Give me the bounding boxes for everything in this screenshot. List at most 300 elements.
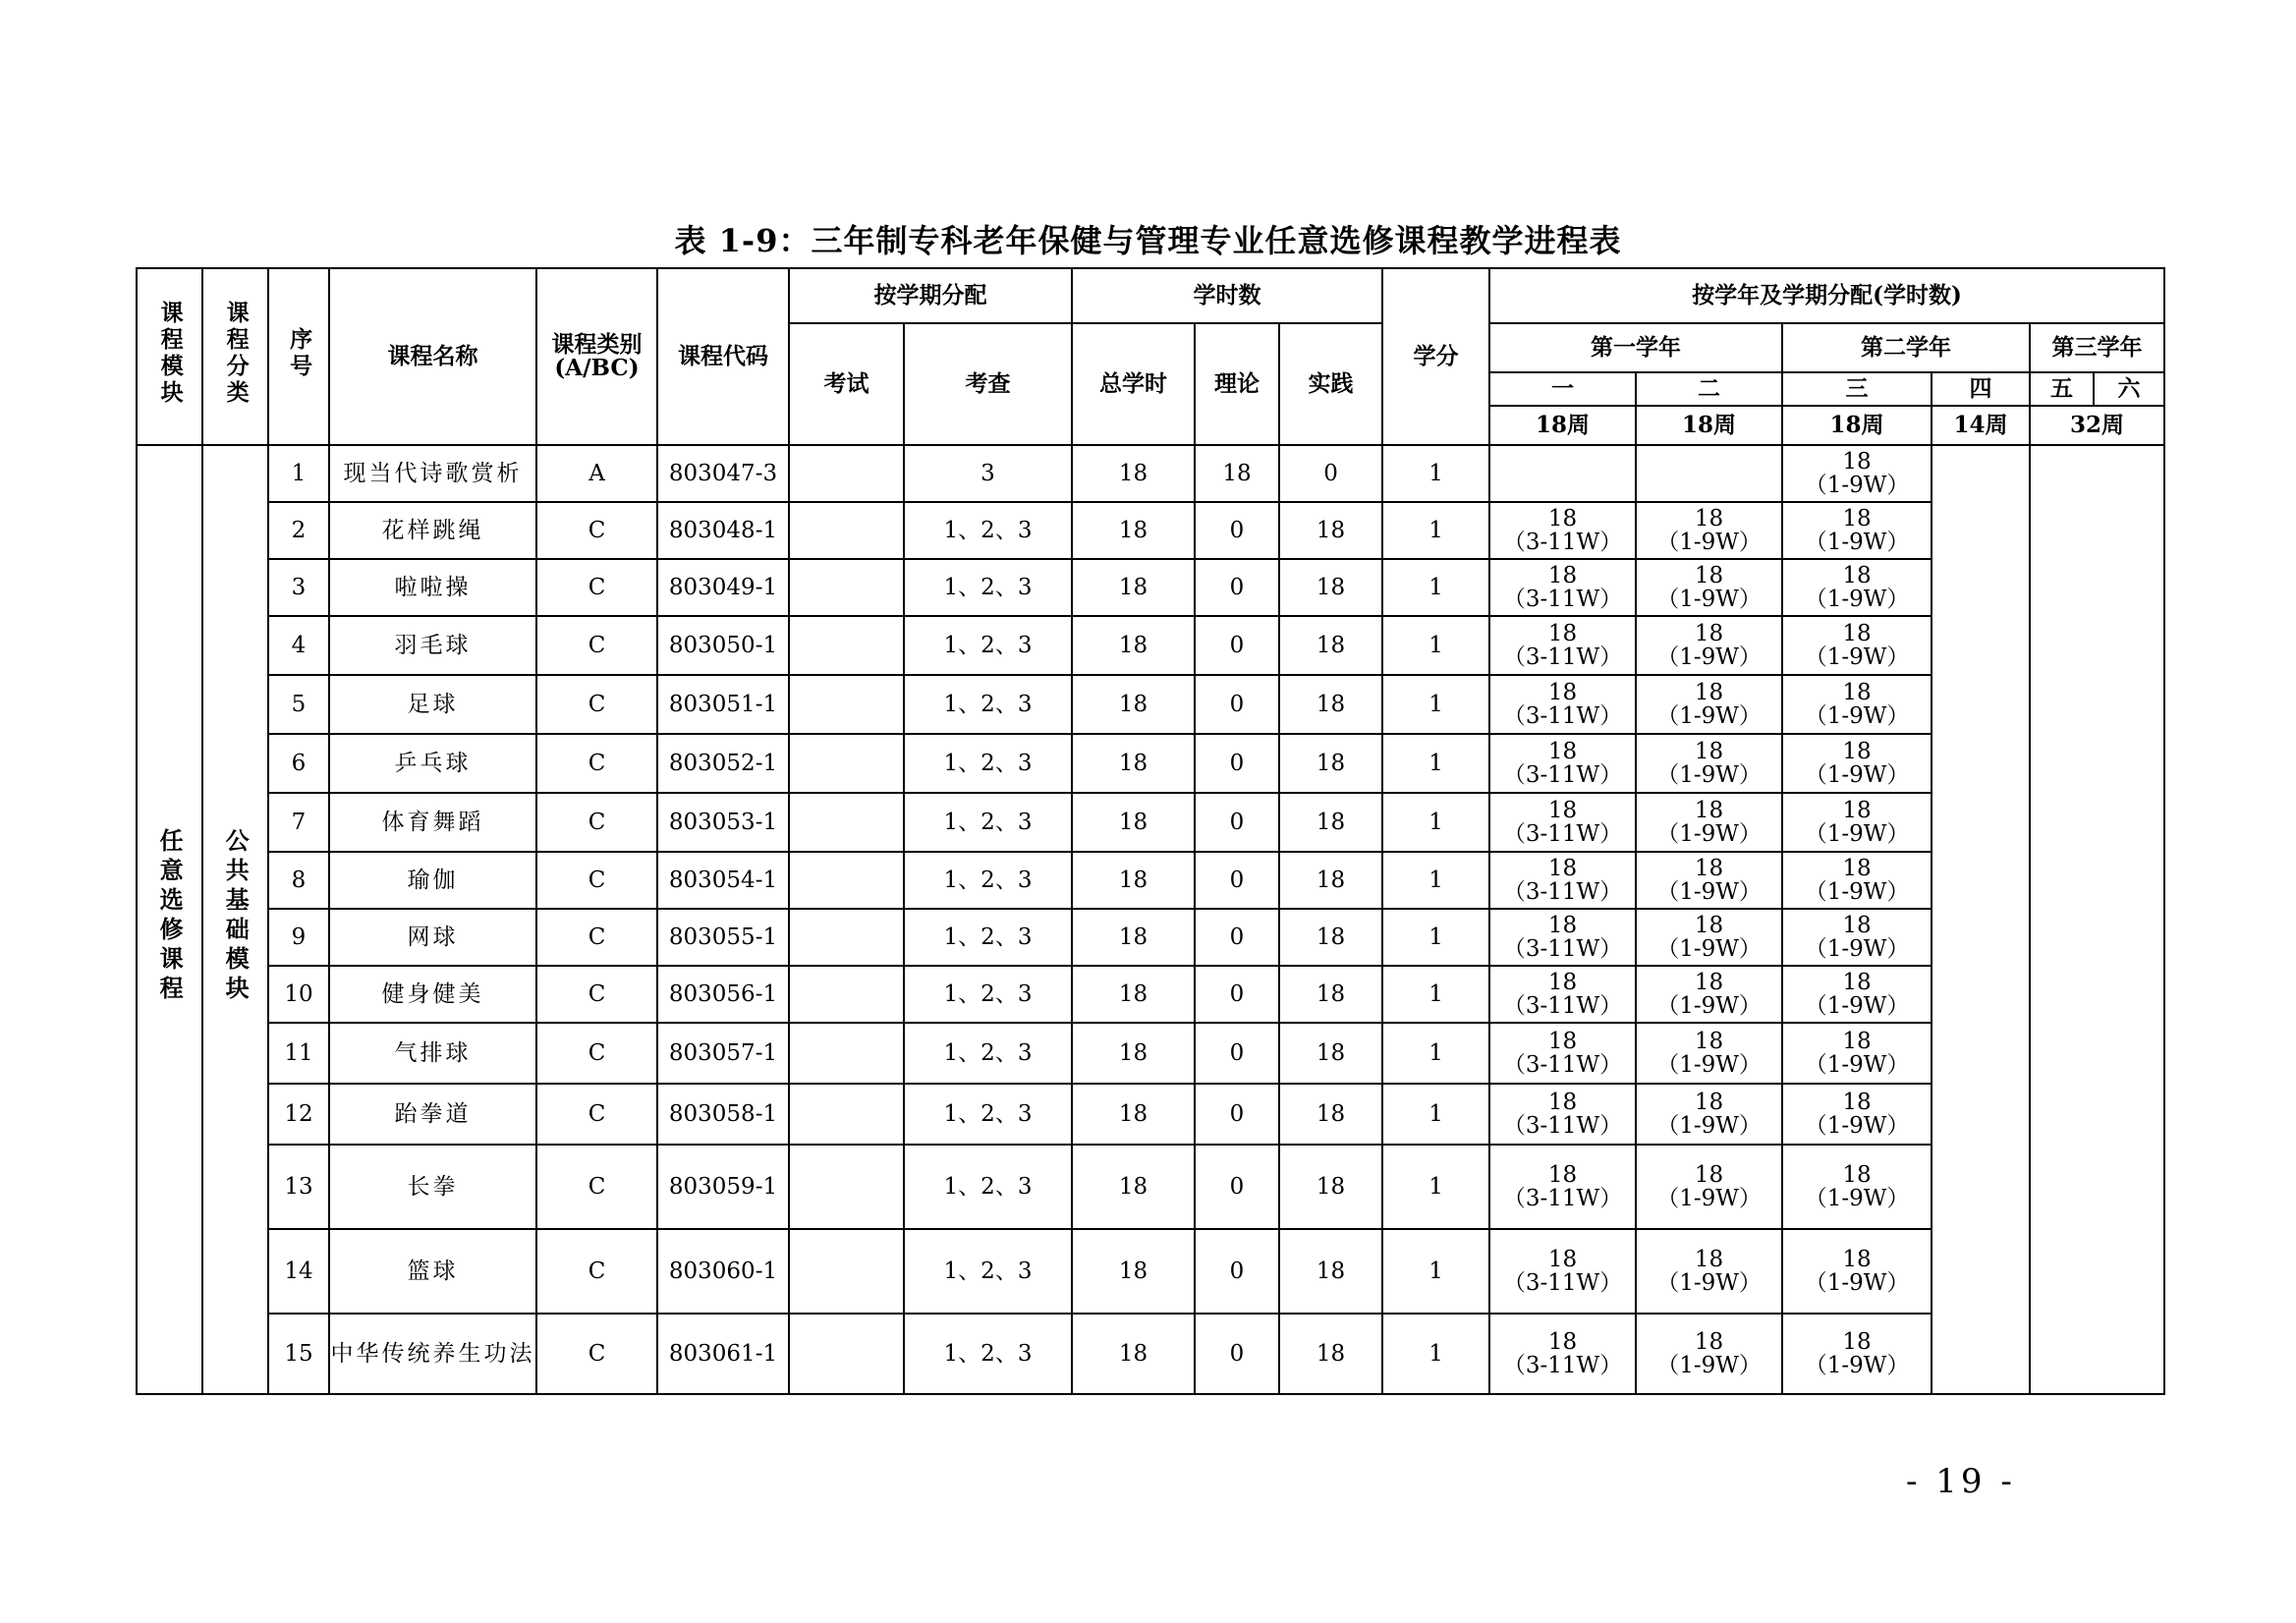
practice-hours-cell: 18	[1279, 909, 1382, 966]
credit-cell: 1	[1382, 793, 1489, 852]
term-1-cell	[1489, 445, 1636, 502]
seq-cell: 10	[268, 966, 329, 1023]
header-module: 课程模块	[137, 268, 202, 445]
credit-cell: 1	[1382, 445, 1489, 502]
course-type-cell: C	[536, 734, 657, 793]
theory-hours-cell: 0	[1195, 1314, 1279, 1394]
course-code-cell: 803051-1	[657, 675, 789, 734]
check-cell: 1、2、3	[904, 793, 1072, 852]
term-2-cell	[1636, 852, 1782, 909]
term-hours: 18	[1842, 1089, 1872, 1115]
term-hours: 18	[1547, 855, 1578, 881]
term-hours: 18	[1694, 1089, 1724, 1115]
check-cell: 1、2、3	[904, 502, 1072, 559]
term-3-cell	[1782, 616, 1932, 675]
practice-hours-cell: 18	[1279, 966, 1382, 1023]
header-hours: 学时数	[1072, 268, 1382, 323]
course-type-cell: C	[536, 1229, 657, 1314]
table-row	[137, 1084, 2164, 1145]
course-type-cell: C	[536, 909, 657, 966]
term-weeks: （1-9W）	[1656, 821, 1762, 847]
course-code-cell: 803050-1	[657, 616, 789, 675]
table-row	[137, 675, 2164, 734]
theory-hours-cell: 0	[1195, 616, 1279, 675]
term-weeks: （1-9W）	[1804, 1052, 1910, 1078]
course-code-cell: 803049-1	[657, 559, 789, 616]
term-weeks: （1-9W）	[1804, 644, 1910, 670]
exam-cell	[789, 445, 904, 502]
check-cell: 1、2、3	[904, 909, 1072, 966]
term-weeks: （1-9W）	[1656, 703, 1762, 729]
seq-cell: 2	[268, 502, 329, 559]
course-code-cell: 803055-1	[657, 909, 789, 966]
term-2-cell	[1636, 966, 1782, 1023]
check-cell: 1、2、3	[904, 1023, 1072, 1084]
term-weeks: （3-11W）	[1502, 644, 1623, 670]
total-hours-cell: 18	[1072, 502, 1195, 559]
credit-cell: 1	[1382, 852, 1489, 909]
term-3-cell	[1782, 1084, 1932, 1145]
term-2-cell	[1636, 1229, 1782, 1314]
header-weeks-4: 14周	[1932, 406, 2030, 445]
term-weeks: （3-11W）	[1502, 1186, 1623, 1211]
term-weeks: （1-9W）	[1656, 993, 1762, 1019]
term-weeks: （1-9W）	[1804, 879, 1910, 905]
term-weeks: （1-9W）	[1804, 473, 1910, 498]
header-exam: 考试	[789, 323, 904, 445]
header-type: 课程类别 (A/BC)	[536, 268, 657, 445]
seq-cell: 4	[268, 616, 329, 675]
practice-hours-cell: 18	[1279, 616, 1382, 675]
total-hours-cell: 18	[1072, 793, 1195, 852]
check-cell: 1、2、3	[904, 1229, 1072, 1314]
term-1-cell	[1489, 734, 1636, 793]
practice-hours-cell: 18	[1279, 1023, 1382, 1084]
theory-hours-cell: 0	[1195, 793, 1279, 852]
course-type-cell: C	[536, 852, 657, 909]
term-hours: 18	[1842, 1328, 1872, 1355]
term-weeks: （1-9W）	[1656, 762, 1762, 788]
term-weeks: （1-9W）	[1804, 821, 1910, 847]
credit-cell: 1	[1382, 1229, 1489, 1314]
term-weeks: （3-11W）	[1502, 1052, 1623, 1078]
credit-cell: 1	[1382, 502, 1489, 559]
credit-cell: 1	[1382, 1023, 1489, 1084]
course-type-cell: C	[536, 559, 657, 616]
term-hours: 18	[1842, 620, 1872, 646]
check-cell: 1、2、3	[904, 1084, 1072, 1145]
course-name-cell: 长拳	[329, 1145, 536, 1229]
total-hours-cell: 18	[1072, 1314, 1195, 1394]
table-row	[137, 1145, 2164, 1229]
term-2-cell	[1636, 616, 1782, 675]
table-row	[137, 793, 2164, 852]
total-hours-cell: 18	[1072, 1084, 1195, 1145]
term-hours: 18	[1547, 679, 1578, 705]
header-weeks-3: 18周	[1782, 406, 1932, 445]
total-hours-cell: 18	[1072, 852, 1195, 909]
module-cell: 任意选修课程	[137, 445, 202, 1394]
exam-cell	[789, 852, 904, 909]
term-hours: 18	[1842, 562, 1872, 588]
credit-cell: 1	[1382, 1084, 1489, 1145]
term-2-cell	[1636, 1145, 1782, 1229]
course-name-cell: 现当代诗歌赏析	[329, 445, 536, 502]
course-code-cell: 803048-1	[657, 502, 789, 559]
term-hours: 18	[1842, 912, 1872, 938]
seq-cell: 6	[268, 734, 329, 793]
practice-hours-cell: 18	[1279, 1084, 1382, 1145]
table-row	[137, 1023, 2164, 1084]
course-type-cell: C	[536, 1145, 657, 1229]
category-cell: 公共基础模块	[202, 445, 268, 1394]
theory-hours-cell: 0	[1195, 1084, 1279, 1145]
total-hours-cell: 18	[1072, 675, 1195, 734]
exam-cell	[789, 616, 904, 675]
term-weeks: （1-9W）	[1804, 530, 1910, 555]
course-name-cell: 足球	[329, 675, 536, 734]
header-term-3: 三	[1782, 372, 1932, 406]
course-type-cell: C	[536, 675, 657, 734]
theory-hours-cell: 0	[1195, 1145, 1279, 1229]
seq-cell: 3	[268, 559, 329, 616]
table-row	[137, 966, 2164, 1023]
exam-cell	[789, 675, 904, 734]
term-weeks: （3-11W）	[1502, 1353, 1623, 1378]
term-1-cell	[1489, 852, 1636, 909]
term-weeks: （1-9W）	[1656, 587, 1762, 612]
table-row	[137, 909, 2164, 966]
check-cell: 1、2、3	[904, 616, 1072, 675]
term-weeks: （1-9W）	[1804, 936, 1910, 962]
table-row	[137, 734, 2164, 793]
course-name-cell: 乒乓球	[329, 734, 536, 793]
term-hours: 18	[1694, 912, 1724, 938]
term-hours: 18	[1547, 1328, 1578, 1355]
term-hours: 18	[1842, 1161, 1872, 1188]
header-term-5: 五	[2030, 372, 2094, 406]
header-total: 总学时	[1072, 323, 1195, 445]
term-weeks: （1-9W）	[1656, 1353, 1762, 1378]
total-hours-cell: 18	[1072, 559, 1195, 616]
course-code-cell: 803054-1	[657, 852, 789, 909]
term-3-cell	[1782, 1023, 1932, 1084]
term-hours: 18	[1842, 1246, 1872, 1272]
term-hours: 18	[1842, 969, 1872, 995]
term-hours: 18	[1842, 855, 1872, 881]
term-3-cell	[1782, 675, 1932, 734]
term-2-cell	[1636, 502, 1782, 559]
practice-hours-cell: 18	[1279, 793, 1382, 852]
term-weeks: （3-11W）	[1502, 762, 1623, 788]
term-2-cell	[1636, 445, 1782, 502]
theory-hours-cell: 0	[1195, 1023, 1279, 1084]
term-hours: 18	[1694, 1028, 1724, 1054]
course-type-cell: C	[536, 502, 657, 559]
credit-cell: 1	[1382, 909, 1489, 966]
term-3-cell	[1782, 852, 1932, 909]
term-3-cell	[1782, 793, 1932, 852]
header-weeks-1: 18周	[1489, 406, 1636, 445]
term-hours: 18	[1547, 1089, 1578, 1115]
term-4-column	[1932, 445, 2030, 1394]
exam-cell	[789, 734, 904, 793]
course-name-cell: 啦啦操	[329, 559, 536, 616]
table-row	[137, 1314, 2164, 1394]
exam-cell	[789, 909, 904, 966]
term-weeks: （3-11W）	[1502, 1270, 1623, 1296]
course-code-cell: 803053-1	[657, 793, 789, 852]
seq-cell: 9	[268, 909, 329, 966]
term-hours: 18	[1547, 912, 1578, 938]
total-hours-cell: 18	[1072, 445, 1195, 502]
term-hours: 18	[1547, 1161, 1578, 1188]
practice-hours-cell: 18	[1279, 675, 1382, 734]
term-weeks: （1-9W）	[1804, 762, 1910, 788]
term-weeks: （1-9W）	[1804, 1270, 1910, 1296]
term-3-cell	[1782, 909, 1932, 966]
exam-cell	[789, 559, 904, 616]
term-1-cell	[1489, 502, 1636, 559]
check-cell: 1、2、3	[904, 966, 1072, 1023]
seq-cell: 8	[268, 852, 329, 909]
term-2-cell	[1636, 1023, 1782, 1084]
header-term-2: 二	[1636, 372, 1782, 406]
course-code-cell: 803060-1	[657, 1229, 789, 1314]
table-row	[137, 502, 2164, 559]
term-1-cell	[1489, 793, 1636, 852]
table-row	[137, 616, 2164, 675]
total-hours-cell: 18	[1072, 1229, 1195, 1314]
term-3-cell	[1782, 734, 1932, 793]
credit-cell: 1	[1382, 559, 1489, 616]
header-seq: 序号	[268, 268, 329, 445]
theory-hours-cell: 0	[1195, 852, 1279, 909]
check-cell: 1、2、3	[904, 852, 1072, 909]
term-hours: 18	[1842, 505, 1872, 532]
course-code-cell: 803056-1	[657, 966, 789, 1023]
term-1-cell	[1489, 616, 1636, 675]
term-hours: 18	[1547, 505, 1578, 532]
term-1-cell	[1489, 1314, 1636, 1394]
term-3-cell	[1782, 559, 1932, 616]
term-hours: 18	[1547, 969, 1578, 995]
credit-cell: 1	[1382, 616, 1489, 675]
course-name-cell: 瑜伽	[329, 852, 536, 909]
header-name: 课程名称	[329, 268, 536, 445]
term-1-cell	[1489, 1229, 1636, 1314]
term-2-cell	[1636, 734, 1782, 793]
check-cell: 1、2、3	[904, 559, 1072, 616]
term-weeks: （3-11W）	[1502, 1113, 1623, 1139]
table-row	[137, 1229, 2164, 1314]
seq-cell: 14	[268, 1229, 329, 1314]
term-weeks: （1-9W）	[1656, 1113, 1762, 1139]
check-cell: 1、2、3	[904, 734, 1072, 793]
term-1-cell	[1489, 1023, 1636, 1084]
seq-cell: 12	[268, 1084, 329, 1145]
term-hours: 18	[1694, 620, 1724, 646]
term-weeks: （1-9W）	[1804, 587, 1910, 612]
header-year2: 第二学年	[1782, 323, 2030, 372]
practice-hours-cell: 18	[1279, 1145, 1382, 1229]
practice-hours-cell: 18	[1279, 734, 1382, 793]
page-number: - 19 -	[1906, 1462, 2016, 1501]
exam-cell	[789, 1145, 904, 1229]
course-code-cell: 803058-1	[657, 1084, 789, 1145]
practice-hours-cell: 18	[1279, 852, 1382, 909]
exam-cell	[789, 1084, 904, 1145]
header-weeks-2: 18周	[1636, 406, 1782, 445]
term-3-cell	[1782, 502, 1932, 559]
term-1-cell	[1489, 1145, 1636, 1229]
term-2-cell	[1636, 1314, 1782, 1394]
theory-hours-cell: 0	[1195, 1229, 1279, 1314]
course-name-cell: 健身健美	[329, 966, 536, 1023]
term-hours: 18	[1842, 679, 1872, 705]
term-hours: 18	[1694, 1246, 1724, 1272]
course-name-cell: 体育舞蹈	[329, 793, 536, 852]
term-hours: 18	[1694, 797, 1724, 823]
course-name-cell: 网球	[329, 909, 536, 966]
check-cell: 3	[904, 445, 1072, 502]
term-weeks: （1-9W）	[1804, 993, 1910, 1019]
course-type-cell: C	[536, 793, 657, 852]
term-weeks: （3-11W）	[1502, 879, 1623, 905]
table-row	[137, 852, 2164, 909]
practice-hours-cell: 0	[1279, 445, 1382, 502]
term-weeks: （3-11W）	[1502, 993, 1623, 1019]
term-1-cell	[1489, 559, 1636, 616]
course-code-cell: 803052-1	[657, 734, 789, 793]
term-3-cell	[1782, 1145, 1932, 1229]
term-2-cell	[1636, 909, 1782, 966]
header-term-assign: 按学期分配	[789, 268, 1072, 323]
term-hours: 18	[1694, 855, 1724, 881]
term-weeks: （3-11W）	[1502, 936, 1623, 962]
term-hours: 18	[1694, 969, 1724, 995]
table-title: 表 1-9：三年制专科老年保健与管理专业任意选修课程教学进程表	[674, 222, 1622, 259]
practice-hours-cell: 18	[1279, 502, 1382, 559]
theory-hours-cell: 0	[1195, 966, 1279, 1023]
term-weeks: （1-9W）	[1656, 879, 1762, 905]
term-1-cell	[1489, 909, 1636, 966]
term-hours: 18	[1547, 738, 1578, 764]
course-code-cell: 803059-1	[657, 1145, 789, 1229]
term-3-cell	[1782, 1229, 1932, 1314]
credit-cell: 1	[1382, 966, 1489, 1023]
exam-cell	[789, 1023, 904, 1084]
term-1-cell	[1489, 1084, 1636, 1145]
term-hours: 18	[1694, 738, 1724, 764]
header-term-4: 四	[1932, 372, 2030, 406]
term-weeks: （1-9W）	[1656, 644, 1762, 670]
term-weeks: （1-9W）	[1656, 1270, 1762, 1296]
theory-hours-cell: 0	[1195, 559, 1279, 616]
term-weeks: （1-9W）	[1804, 703, 1910, 729]
check-cell: 1、2、3	[904, 675, 1072, 734]
course-name-cell: 气排球	[329, 1023, 536, 1084]
practice-hours-cell: 18	[1279, 1229, 1382, 1314]
term-hours: 18	[1547, 1028, 1578, 1054]
term-hours: 18	[1694, 1328, 1724, 1355]
header-check: 考查	[904, 323, 1072, 445]
term-hours: 18	[1842, 448, 1872, 475]
seq-cell: 5	[268, 675, 329, 734]
seq-cell: 11	[268, 1023, 329, 1084]
course-code-cell: 803057-1	[657, 1023, 789, 1084]
credit-cell: 1	[1382, 675, 1489, 734]
exam-cell	[789, 793, 904, 852]
term-hours: 18	[1694, 679, 1724, 705]
seq-cell: 13	[268, 1145, 329, 1229]
term-1-cell	[1489, 966, 1636, 1023]
term-weeks: （1-9W）	[1656, 1186, 1762, 1211]
header-category: 课程分类	[202, 268, 268, 445]
credit-cell: 1	[1382, 1314, 1489, 1394]
term-weeks: （1-9W）	[1656, 936, 1762, 962]
theory-hours-cell: 0	[1195, 675, 1279, 734]
table-row	[137, 559, 2164, 616]
term-hours: 18	[1547, 620, 1578, 646]
theory-hours-cell: 0	[1195, 502, 1279, 559]
term-weeks: （3-11W）	[1502, 530, 1623, 555]
total-hours-cell: 18	[1072, 1023, 1195, 1084]
term-hours: 18	[1842, 738, 1872, 764]
course-code-cell: 803061-1	[657, 1314, 789, 1394]
term-hours: 18	[1694, 1161, 1724, 1188]
term-hours: 18	[1842, 797, 1872, 823]
term-weeks: （1-9W）	[1804, 1186, 1910, 1211]
header-code: 课程代码	[657, 268, 789, 445]
course-type-cell: C	[536, 616, 657, 675]
term-weeks: （3-11W）	[1502, 821, 1623, 847]
total-hours-cell: 18	[1072, 1145, 1195, 1229]
check-cell: 1、2、3	[904, 1314, 1072, 1394]
course-schedule-table	[136, 267, 2165, 1395]
term-weeks: （3-11W）	[1502, 703, 1623, 729]
term-hours: 18	[1547, 562, 1578, 588]
term-2-cell	[1636, 793, 1782, 852]
term-weeks: （1-9W）	[1804, 1353, 1910, 1378]
course-name-cell: 篮球	[329, 1229, 536, 1314]
term-hours: 18	[1694, 505, 1724, 532]
header-weeks-56: 32周	[2030, 406, 2164, 445]
credit-cell: 1	[1382, 734, 1489, 793]
credit-cell: 1	[1382, 1145, 1489, 1229]
term-weeks: （3-11W）	[1502, 587, 1623, 612]
header-year1: 第一学年	[1489, 323, 1782, 372]
course-type-cell: C	[536, 1314, 657, 1394]
exam-cell	[789, 1229, 904, 1314]
term-3-cell	[1782, 445, 1932, 502]
check-cell: 1、2、3	[904, 1145, 1072, 1229]
term-3-cell	[1782, 1314, 1932, 1394]
header-practice: 实践	[1279, 323, 1382, 445]
header-year3: 第三学年	[2030, 323, 2164, 372]
term-weeks: （1-9W）	[1804, 1113, 1910, 1139]
exam-cell	[789, 1314, 904, 1394]
term-weeks: （1-9W）	[1656, 1052, 1762, 1078]
term-56-column	[2030, 445, 2164, 1394]
exam-cell	[789, 502, 904, 559]
term-weeks: （1-9W）	[1656, 530, 1762, 555]
seq-cell: 7	[268, 793, 329, 852]
header-term-1: 一	[1489, 372, 1636, 406]
term-3-cell	[1782, 966, 1932, 1023]
exam-cell	[789, 966, 904, 1023]
course-name-cell: 跆拳道	[329, 1084, 536, 1145]
